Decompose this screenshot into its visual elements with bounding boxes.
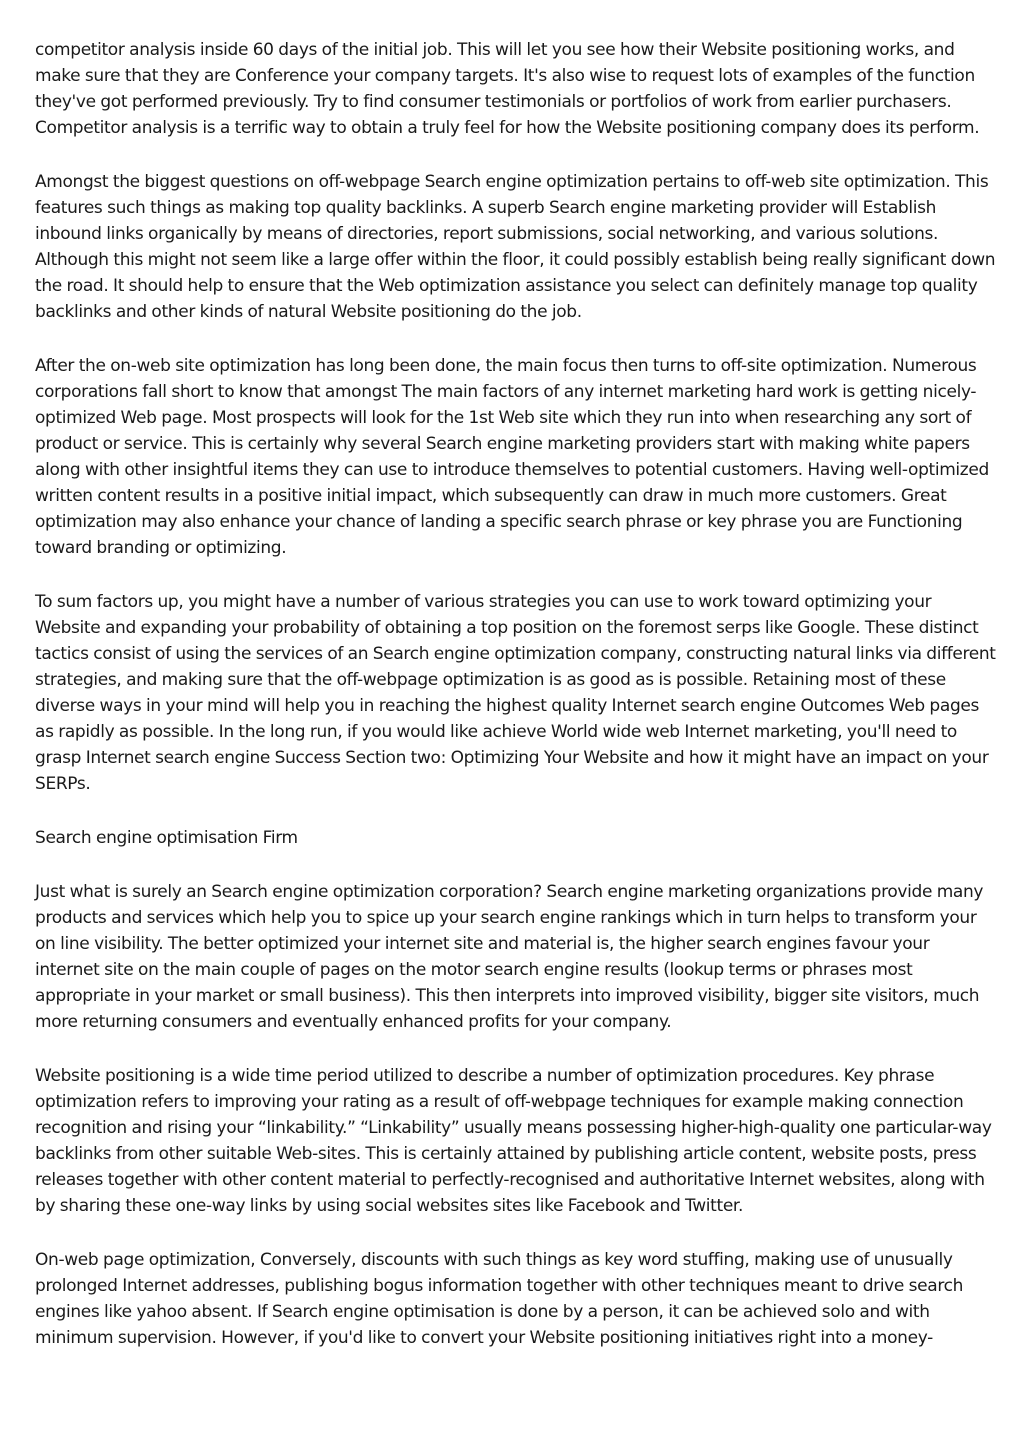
paragraph-seo-corporation: Just what is surely an Search engine optimization corporation? Search engine marketing organizations provide many products and services which help you to spice up your search engine rankings which in turn helps to transform your on line visibility. The better optimized your internet site and material is, the higher search engines favour your internet site on the main couple of pages on the motor search engine results (lookup terms or phrases most appropriate in your market or small business). This then interprets into improved visibility, bigger site visitors, much more returning consumers and eventually enhanced profits for your company. bbox=[35, 882, 984, 1032]
paragraph-summary: To sum factors up, you might have a number of various strategies you can use to work toward optimizing your Website and expanding your probability of obtaining a top position on the foremost serps like Google. These distinct tactics consist of using the services of an Search engine optimization company, constructing natural links via different strategies, and making sure that the off-webpage optimization is as good as is possible. Retaining most of these diverse ways in your mind will help you in reaching the highest quality Internet search engine Outcomes Web pages as rapidly as possible. In the long run, if you would like achieve World wide web Internet marketing, you'll need to grasp Internet search engine Success Section two: Optimizing Your Website and how it might have an impact on your SERPs. bbox=[35, 592, 996, 794]
paragraph-off-site-optimization: After the on-web site optimization has long been done, the main focus then turns to off-site optimization. Numerous corporations fall short to know that amongst The main factors of any internet marketing hard work is getting nicely-optimized Web page. Most prospects will look for the 1st Web site which they run into when researching any sort of product or service. This is certainly why several Search engine marketing providers start with making white papers along with other insightful items they can use to introduce themselves to potential customers. Having well-optimized written content results in a positive initial impact, which subsequently can draw in much more customers. Great optimization may also enhance your chance of landing a specific search phrase or key phrase you are Functioning toward branding or optimizing. bbox=[35, 356, 989, 558]
paragraph-linkability: Website positioning is a wide time period utilized to describe a number of optimization procedures. Key phrase optimization refers to improving your rating as a result of off-webpage techniques for example making connection recognition and rising your “linkability.” “Linkability” usually means possessing higher-high-quality one particular-way backlinks from other suitable Web-sites. This is certainly attained by publishing article content, website posts, press releases together with other content material to perfectly-recognised and authoritative Internet websites, along with by sharing these one-way links by using social websites sites like Facebook and Twitter. bbox=[35, 1066, 992, 1216]
paragraph-competitor-analysis: competitor analysis inside 60 days of the initial job. This will let you see how their Website positioning works, and make sure that they are Conference your company targets. It's also wise to request lots of examples of the function they've got performed previously. Try to find consumer testimonials or portfolios of work from earlier purchasers. Competitor analysis is a terrific way to obtain a truly feel for how the Website positioning company does its perform. bbox=[35, 40, 980, 138]
section-heading: Search engine optimisation Firm bbox=[35, 828, 298, 848]
paragraph-off-webpage-seo: Amongst the biggest questions on off-webpage Search engine optimization pertains to off-web site optimization. This features such things as making top quality backlinks. A superb Search engine marketing provider will Establish inbound links organically by means of directories, report submissions, social networking, and various solutions. Although this might not seem like a large offer within the floor, it could possibly establish being really significant down the road. It should help to ensure that the Web optimization assistance you select can definitely manage top quality backlinks and other kinds of natural Website positioning do the job. bbox=[35, 172, 996, 322]
document-page bbox=[35, 37, 997, 1379]
paragraph-on-page-optimization: On-web page optimization, Conversely, discounts with such things as key word stuffing, making use of unusually prolonged Internet addresses, publishing bogus information together with other techniques meant to drive search engines like yahoo absent. If Search engine optimisation is done by a person, it can be achieved solo and with minimum supervision. However, if you'd like to convert your Website positioning initiatives right into a money- bbox=[35, 1250, 964, 1348]
